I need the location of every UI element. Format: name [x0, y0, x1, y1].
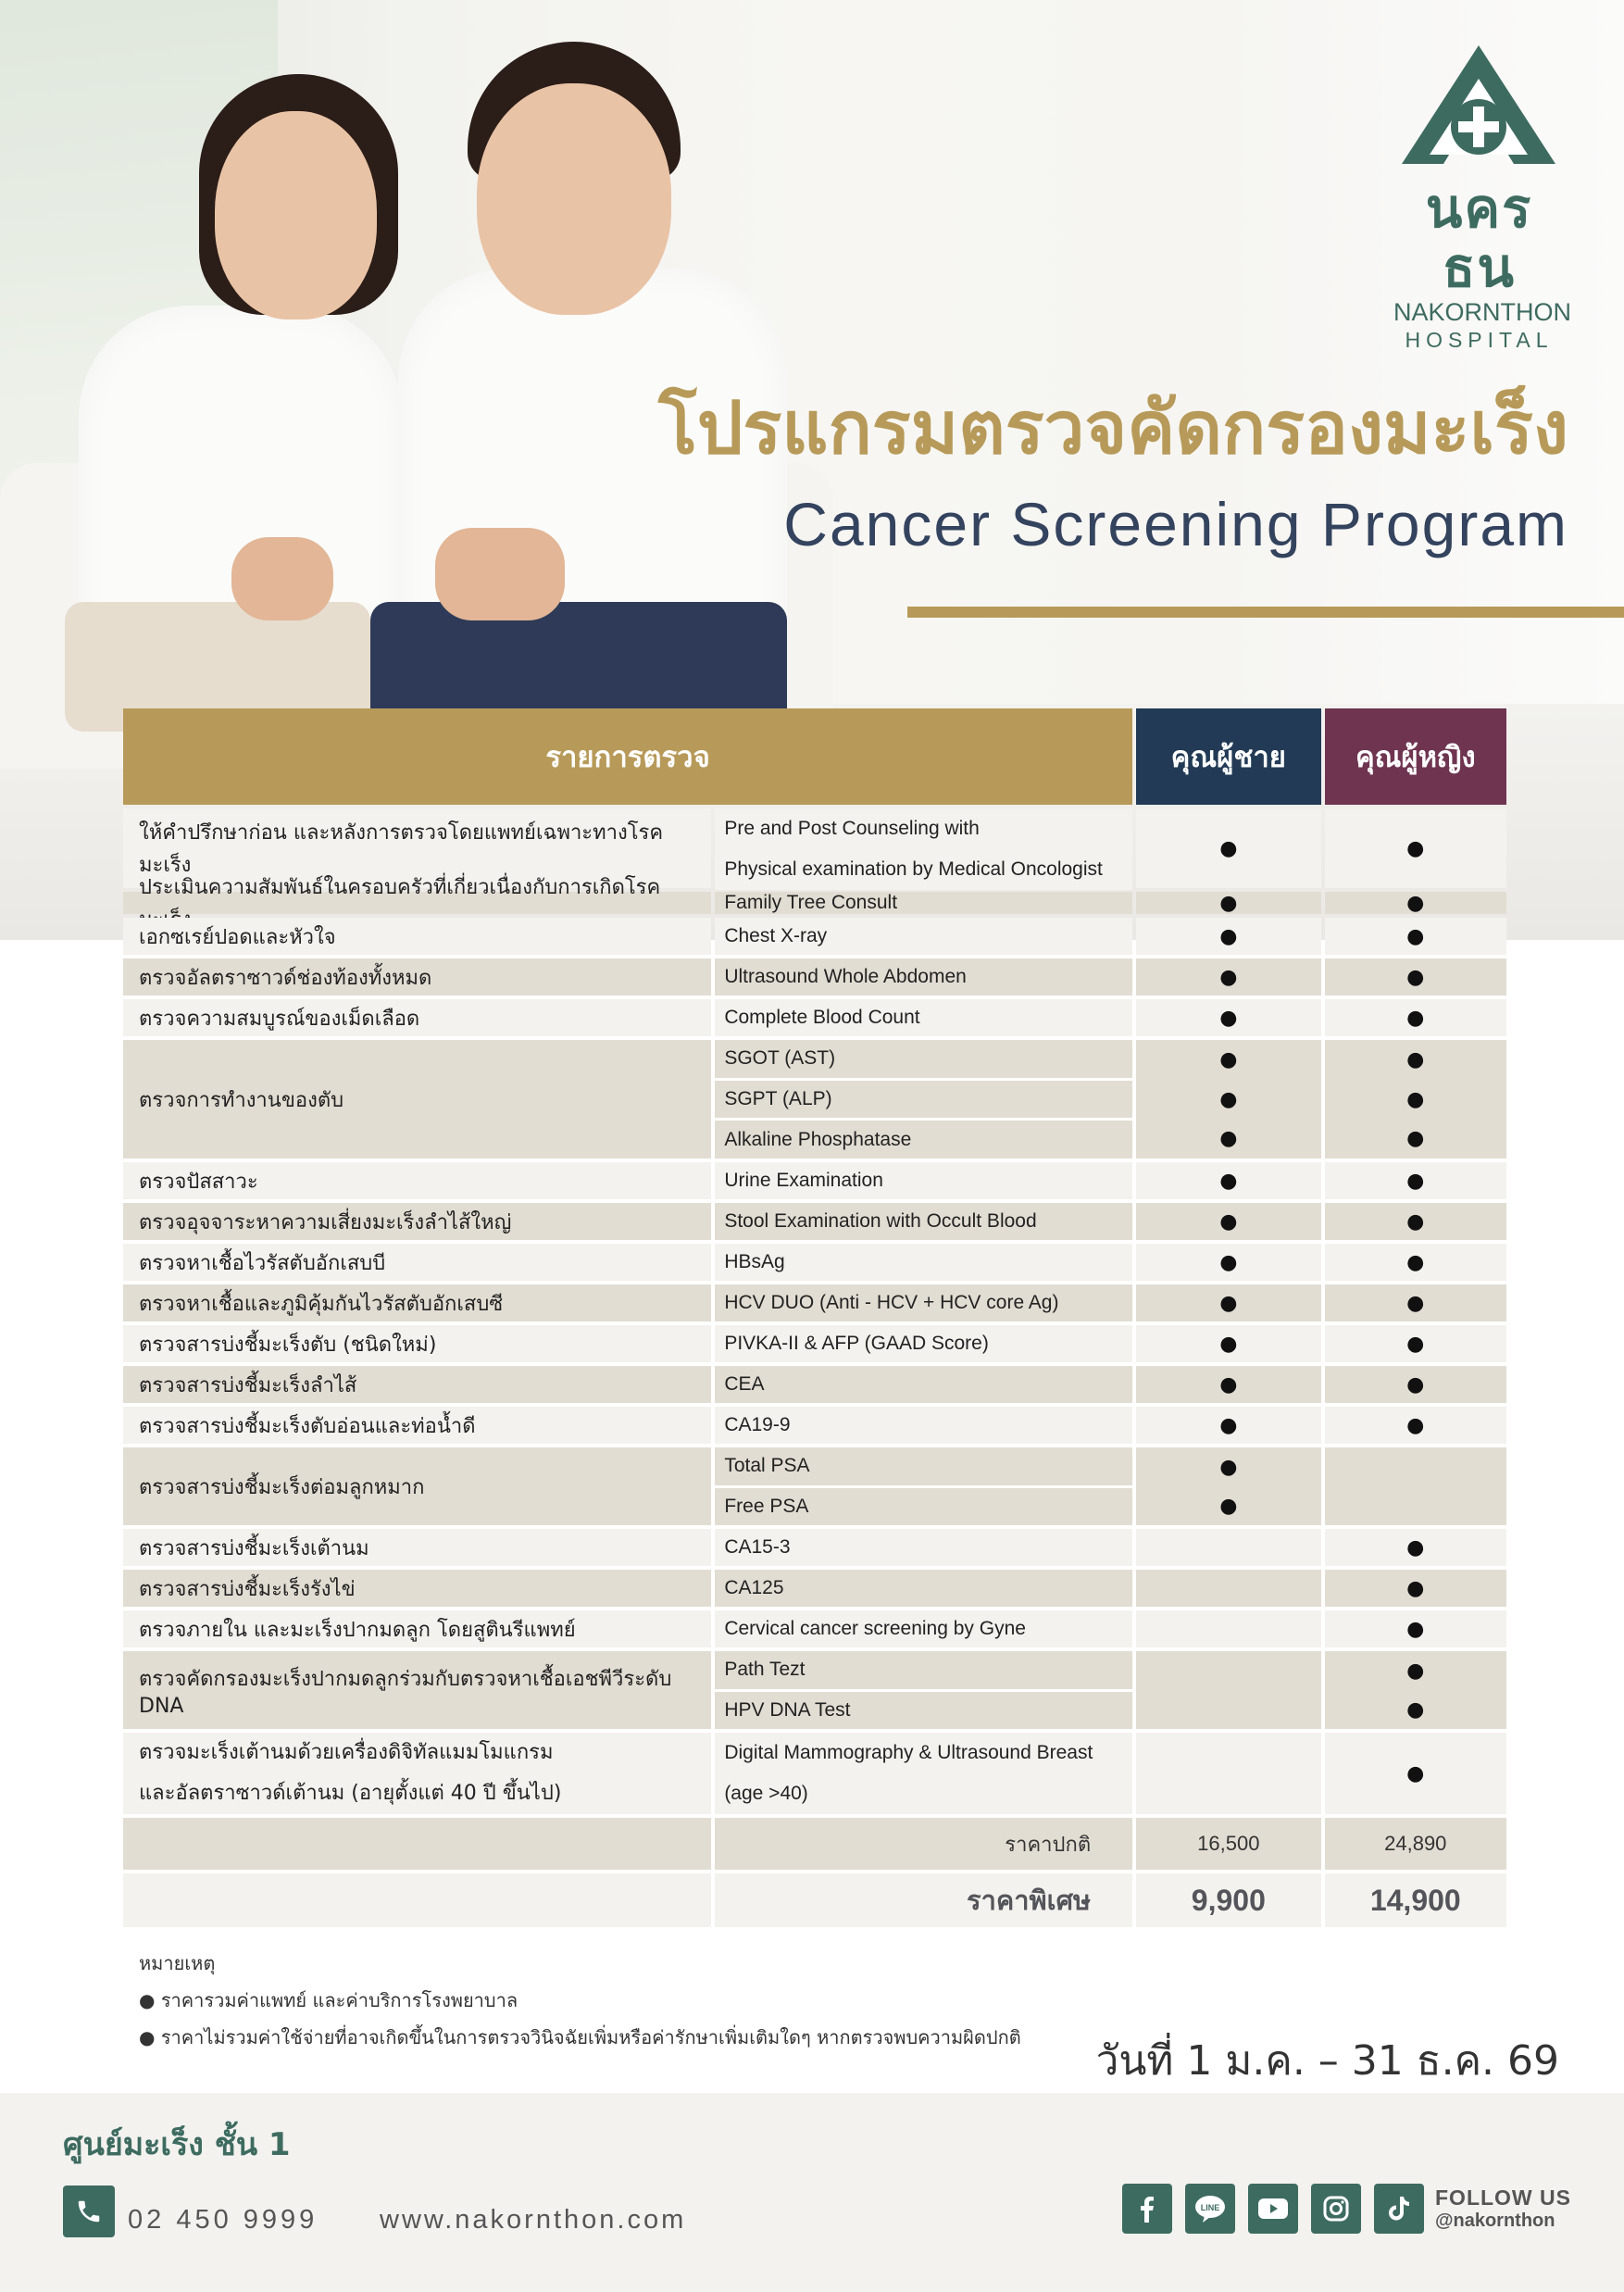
item-english: SGPT (ALP) — [715, 1078, 1132, 1119]
note-item: ● ราคารวมค่าแพทย์ และค่าบริการโรงพยาบาล — [139, 1989, 518, 2011]
item-english: CEA — [715, 1366, 1132, 1403]
women-included-dot: ● — [1406, 1209, 1425, 1234]
item-english: HBsAg — [715, 1244, 1132, 1281]
item-thai: เอกซเรย์ปอดและหัวใจ — [123, 918, 711, 955]
item-thai: ตรวจสารบ่งชี้มะเร็งต่อมลูกหมาก — [123, 1447, 711, 1525]
item-thai: ตรวจสารบ่งชี้มะเร็งรังไข่ — [123, 1570, 711, 1607]
item-english: Path Tezt — [715, 1651, 1132, 1689]
table-row — [123, 1325, 1506, 1362]
note-item: ● ราคาไม่รวมค่าใช้จ่ายที่อาจเกิดขึ้นในการตรวจวินิจฉัยเพิ่มหรือค่ารักษาเพิ่มเติมใดๆ หากตรวจพบความผิดปกติ — [139, 2026, 1021, 2048]
page-title-english: Cancer Screening Program — [783, 490, 1568, 558]
men-included-dot: ● — [1219, 1413, 1238, 1437]
men-included-dot: ● — [1219, 1250, 1238, 1274]
line-icon-text: LINE — [1200, 2203, 1220, 2212]
men-empty-cell — [1136, 1529, 1320, 1566]
table-row — [123, 958, 1506, 996]
promotion-dates: วันที่ 1 ม.ค. – 31 ธ.ค. 69 — [1095, 2037, 1559, 2085]
women-included-dot: ● — [1406, 1617, 1425, 1641]
women-included-dot: ● — [1406, 924, 1425, 948]
regular-price-men: 16,500 — [1136, 1818, 1320, 1870]
item-english-line2: Physical examination by Medical Oncologist — [724, 858, 1103, 880]
item-english: HCV DUO (Anti - HCV + HCV core Ag) — [715, 1284, 1132, 1321]
special-price-men: 9,900 — [1136, 1873, 1320, 1927]
social-handle[interactable]: @nakornthon — [1435, 2211, 1555, 2231]
line-icon[interactable] — [1185, 2184, 1235, 2234]
item-english: Complete Blood Count — [715, 999, 1132, 1036]
men-included-dot: ● — [1219, 892, 1238, 915]
women-included-dot: ● — [1406, 1761, 1425, 1785]
item-english: HPV DNA Test — [715, 1689, 1132, 1730]
table-row — [123, 1570, 1506, 1607]
women-included-dot: ● — [1406, 1413, 1425, 1437]
item-thai: ตรวจภายใน และมะเร็งปากมดลูก โดยสูตินรีแพทย์ — [123, 1610, 711, 1647]
item-english — [715, 808, 1132, 890]
item-english: Stool Examination with Occult Blood — [715, 1203, 1132, 1240]
table-row — [123, 1162, 1506, 1199]
item-thai: ตรวจอุจจาระหาความเสี่ยงมะเร็งลำไส้ใหญ่ — [123, 1203, 711, 1240]
item-english — [715, 1733, 1132, 1814]
item-thai: ตรวจสารบ่งชี้มะเร็งลำไส้ — [123, 1366, 711, 1403]
follow-us — [1435, 2186, 1571, 2232]
men-included-dot: ● — [1219, 1047, 1238, 1071]
men-included-dot: ● — [1219, 1494, 1238, 1518]
men-empty-cell — [1136, 1570, 1320, 1607]
item-english-line1: Digital Mammography & Ultrasound Breast — [724, 1742, 1093, 1763]
table-row — [123, 1284, 1506, 1321]
men-included-dot: ● — [1219, 1006, 1238, 1030]
item-english: Family Tree Consult — [715, 892, 1132, 914]
center-location: ศูนย์มะเร็ง ชั้น 1 — [63, 2126, 291, 2163]
item-english: Free PSA — [715, 1485, 1132, 1526]
tiktok-icon[interactable] — [1374, 2184, 1424, 2234]
item-thai: ให้คำปรึกษาก่อน และหลังการตรวจโดยแพทย์เฉพาะทางโรคมะเร็ง — [123, 808, 711, 888]
website-link[interactable]: www.nakornthon.com — [380, 2205, 687, 2235]
regular-price-row — [123, 1818, 1506, 1870]
item-thai: ตรวจหาเชื้อและภูมิคุ้มกันไวรัสตับอักเสบซี — [123, 1284, 711, 1321]
regular-price-label: ราคาปกติ — [715, 1818, 1132, 1870]
men-included-dot: ● — [1219, 836, 1238, 860]
item-thai: ตรวจสารบ่งชี้มะเร็งเต้านม — [123, 1529, 711, 1566]
women-included-dot: ● — [1406, 1006, 1425, 1030]
notes-heading: หมายเหตุ — [139, 1952, 216, 1974]
item-thai: ตรวจอัลตราซาวด์ช่องท้องทั้งหมด — [123, 958, 711, 996]
men-included-dot: ● — [1219, 1087, 1238, 1111]
men-empty-cell — [1136, 1651, 1320, 1729]
youtube-icon[interactable] — [1248, 2184, 1298, 2234]
item-english-line1: Pre and Post Counseling with — [724, 818, 980, 839]
table-row — [123, 1733, 1506, 1814]
item-thai: ตรวจสารบ่งชี้มะเร็งตับ (ชนิดใหม่) — [123, 1325, 711, 1362]
men-included-dot: ● — [1219, 1209, 1238, 1234]
notes-section — [139, 1945, 1021, 2056]
item-english: Cervical cancer screening by Gyne — [715, 1610, 1132, 1647]
phone-icon — [63, 2186, 115, 2237]
special-price-women: 14,900 — [1325, 1873, 1506, 1927]
women-included-dot: ● — [1406, 1127, 1425, 1151]
regular-price-women: 24,890 — [1325, 1818, 1506, 1870]
header-men: คุณผู้ชาย — [1136, 708, 1320, 805]
logo-thai-text: นครธน — [1425, 177, 1533, 299]
item-thai: ตรวจคัดกรองมะเร็งปากมดลูกร่วมกับตรวจหาเชื้อเอชพีวีระดับ DNA — [123, 1651, 711, 1729]
header-items: รายการตรวจ — [123, 708, 1132, 805]
table-row — [123, 1447, 1506, 1525]
item-thai: ตรวจปัสสาวะ — [123, 1162, 711, 1199]
women-included-dot: ● — [1406, 965, 1425, 989]
table-header — [123, 708, 1506, 805]
screening-table — [123, 708, 1506, 1927]
item-english: Urine Examination — [715, 1162, 1132, 1199]
table-row — [123, 999, 1506, 1036]
item-english: CA19-9 — [715, 1407, 1132, 1444]
logo-english-line1: NAKORNTHON — [1393, 298, 1572, 326]
men-included-dot: ● — [1219, 965, 1238, 989]
women-included-dot: ● — [1406, 1372, 1425, 1396]
table-row — [123, 1407, 1506, 1444]
item-english: Chest X-ray — [715, 918, 1132, 955]
women-included-dot: ● — [1406, 836, 1425, 860]
women-empty-cell — [1325, 1447, 1506, 1525]
women-included-dot: ● — [1406, 1047, 1425, 1071]
table-row — [123, 918, 1506, 955]
table-row — [123, 1366, 1506, 1403]
item-thai: ตรวจการทำงานของตับ — [123, 1040, 711, 1159]
table-row — [123, 892, 1506, 914]
phone-number[interactable]: 02 450 9999 — [128, 2205, 319, 2235]
item-english: Alkaline Phosphatase — [715, 1118, 1132, 1159]
header-women: คุณผู้หญิง — [1325, 708, 1506, 805]
table-row — [123, 1651, 1506, 1729]
item-thai: ตรวจหาเชื้อไวรัสตับอักเสบบี — [123, 1244, 711, 1281]
item-thai-line1: ตรวจมะเร็งเต้านมด้วยเครื่องดิจิทัลแมมโมแกรม — [139, 1741, 554, 1764]
men-included-dot: ● — [1219, 1372, 1238, 1396]
item-english: Total PSA — [715, 1447, 1132, 1485]
men-empty-cell — [1136, 1610, 1320, 1647]
women-included-dot: ● — [1406, 1250, 1425, 1274]
item-english: PIVKA-II & AFP (GAAD Score) — [715, 1325, 1132, 1362]
women-included-dot: ● — [1406, 1697, 1425, 1722]
women-included-dot: ● — [1406, 1291, 1425, 1315]
women-included-dot: ● — [1406, 1535, 1425, 1559]
women-included-dot: ● — [1406, 1169, 1425, 1193]
item-english: Ultrasound Whole Abdomen — [715, 958, 1132, 996]
item-thai: ตรวจสารบ่งชี้มะเร็งตับอ่อนและท่อน้ำดี — [123, 1407, 711, 1444]
item-thai-line2: และอัลตราซาวด์เต้านม (อายุตั้งแต่ 40 ปี ขึ้นไป) — [139, 1782, 562, 1805]
men-included-dot: ● — [1219, 1291, 1238, 1315]
item-thai — [123, 1733, 711, 1814]
women-included-dot: ● — [1406, 1659, 1425, 1683]
men-empty-cell — [1136, 1733, 1320, 1814]
page-title-thai: โปรแกรมตรวจคัดกรองมะเร็ง — [658, 387, 1568, 470]
social-icons — [1122, 2184, 1437, 2234]
title-divider — [907, 607, 1624, 618]
women-included-dot: ● — [1406, 1087, 1425, 1111]
special-price-label: ราคาพิเศษ — [715, 1873, 1132, 1927]
men-included-dot: ● — [1219, 924, 1238, 948]
men-included-dot: ● — [1219, 1169, 1238, 1193]
hospital-logo — [1393, 42, 1572, 353]
item-english: CA125 — [715, 1570, 1132, 1607]
table-row — [123, 1529, 1506, 1566]
follow-label: FOLLOW US — [1435, 2186, 1571, 2210]
item-english: CA15-3 — [715, 1529, 1132, 1566]
item-english: SGOT (AST) — [715, 1040, 1132, 1078]
item-thai: ตรวจความสมบูรณ์ของเม็ดเลือด — [123, 999, 711, 1036]
facebook-icon[interactable] — [1122, 2184, 1172, 2234]
women-included-dot: ● — [1406, 892, 1425, 915]
men-included-dot: ● — [1219, 1455, 1238, 1479]
special-price-row — [123, 1873, 1506, 1927]
table-row — [123, 1203, 1506, 1240]
women-included-dot: ● — [1406, 1332, 1425, 1356]
logo-cross-icon — [1398, 42, 1560, 171]
table-row — [123, 1040, 1506, 1159]
logo-english-line2: HOSPITAL — [1405, 328, 1554, 352]
table-row — [123, 1610, 1506, 1647]
item-thai — [123, 892, 711, 914]
item-english-line2: (age >40) — [724, 1783, 808, 1804]
men-included-dot: ● — [1219, 1332, 1238, 1356]
instagram-icon[interactable] — [1311, 2184, 1361, 2234]
men-included-dot: ● — [1219, 1127, 1238, 1151]
table-row — [123, 1244, 1506, 1281]
women-included-dot: ● — [1406, 1576, 1425, 1600]
